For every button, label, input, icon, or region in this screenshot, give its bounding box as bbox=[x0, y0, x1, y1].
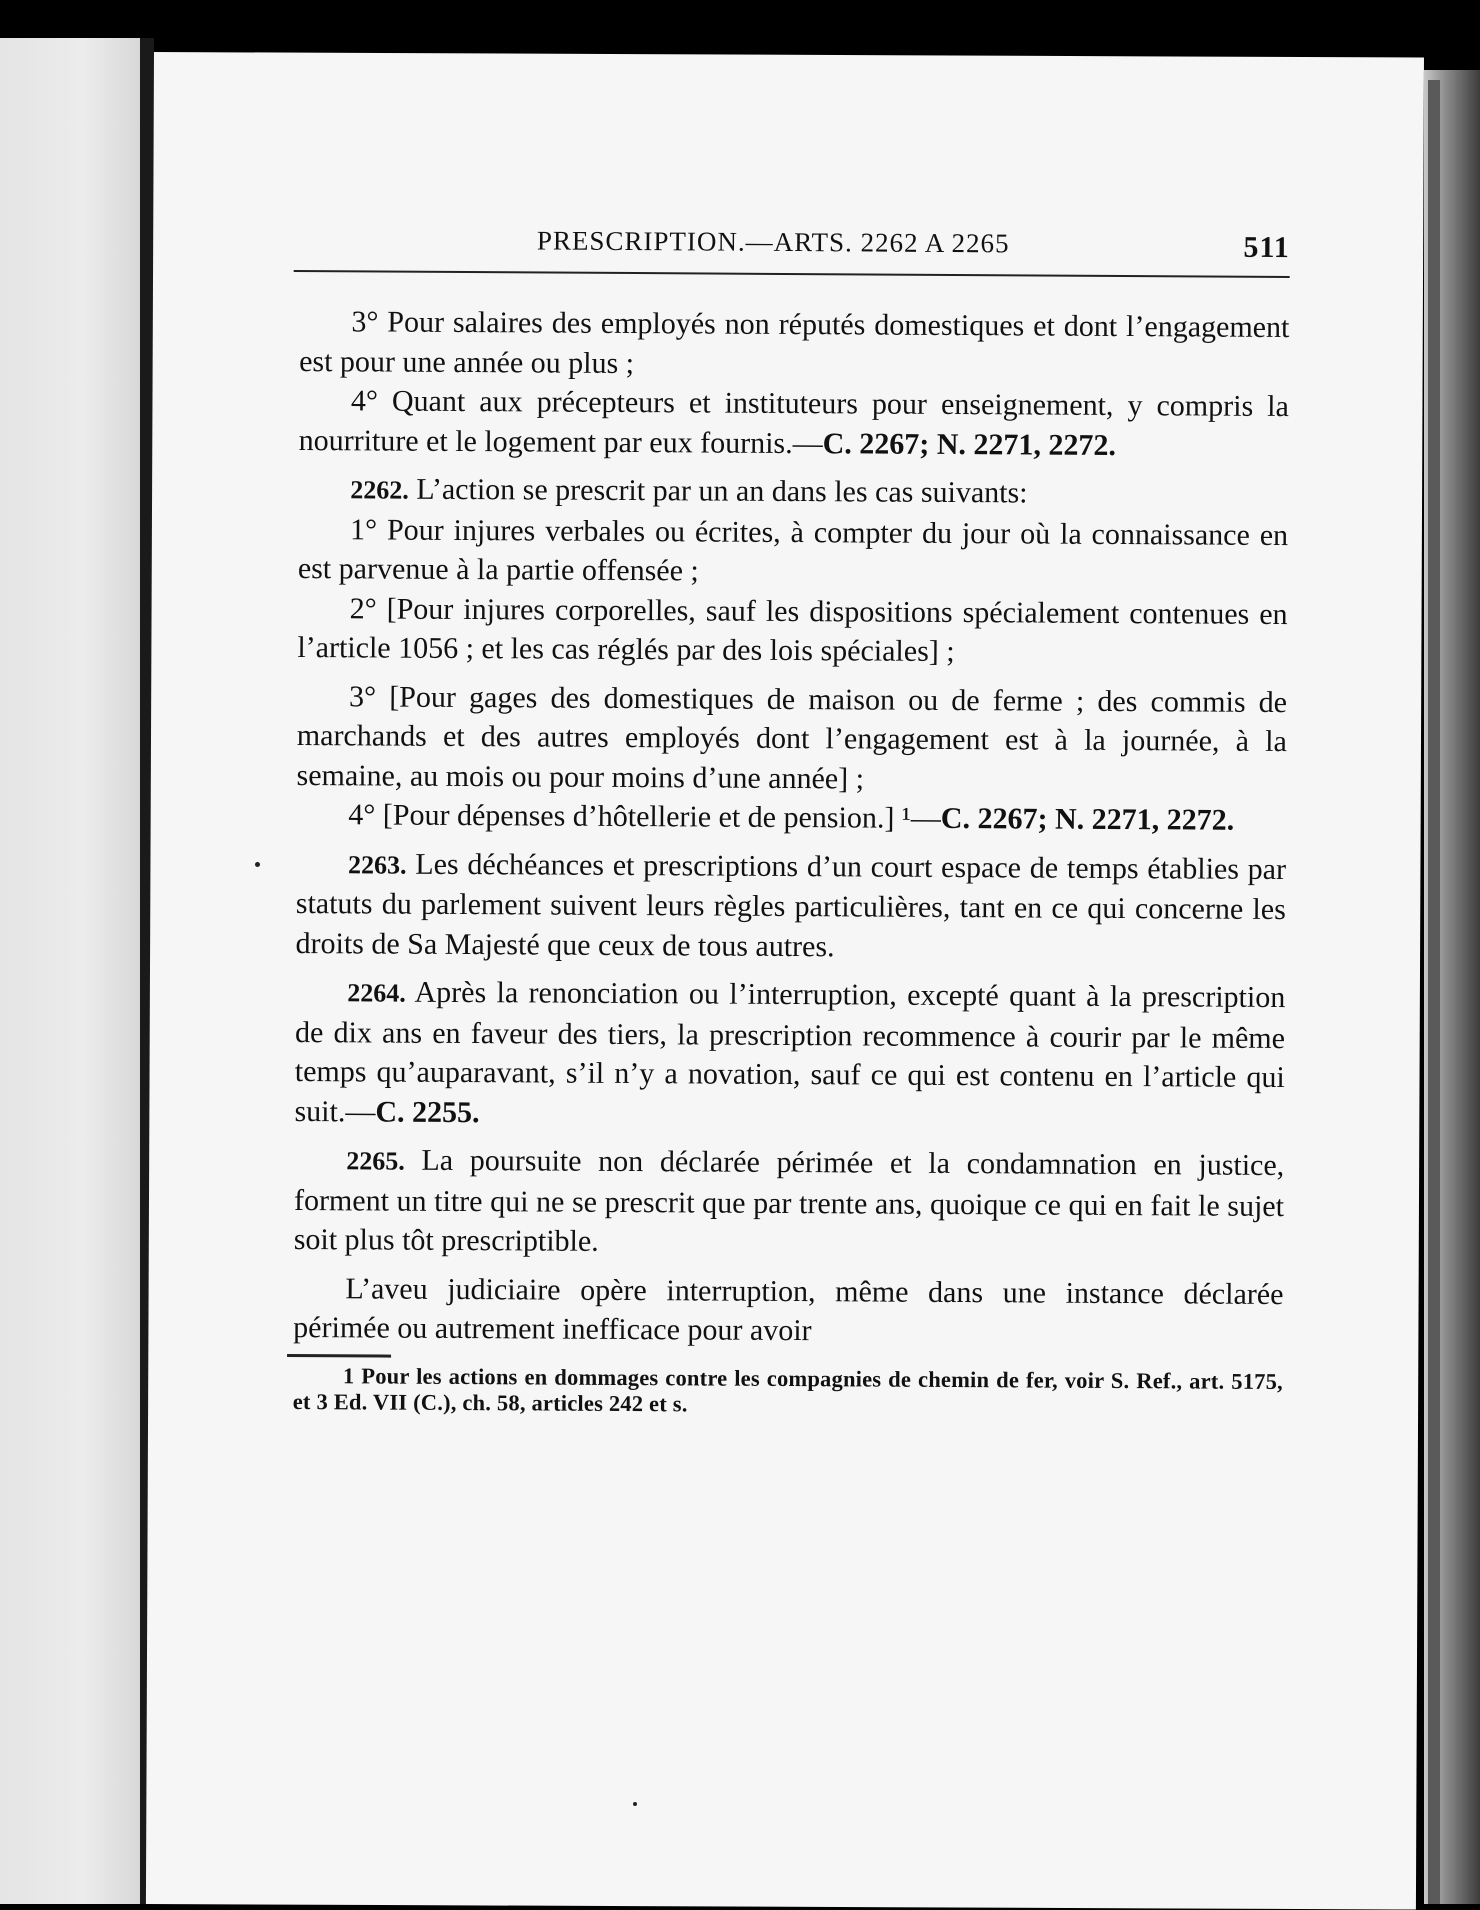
article-text: Les déchéances et prescriptions d’un court espace de temps établies par statuts du parlement suivent leurs règles particulières, tant en ce qui concerne les droits de Sa Majesté que ceux de tous autres. bbox=[295, 847, 1287, 963]
text-column bbox=[293, 220, 1290, 1421]
cross-reference: C. 2267; N. 2271, 2272. bbox=[822, 426, 1117, 462]
footnote-rule bbox=[287, 1353, 391, 1357]
article-text: L’action se prescrit par un an dans les cas suivants: bbox=[416, 472, 1028, 510]
article-number: 2265. bbox=[346, 1146, 405, 1176]
list-item: 3° Pour salaires des employés non réputés domestiques et dont l’engagement est pour une année ou plus ; bbox=[299, 305, 1290, 380]
list-item: 2° [Pour injures corporelles, sauf les dispositions spécialement contenues en l’article 1056 ; et les cas réglés par des lois spéciales] ; bbox=[297, 591, 1288, 669]
header-rule bbox=[294, 270, 1290, 278]
article-2264 bbox=[294, 972, 1285, 1137]
article-text: Après la renonciation ou l’interruption, excepté quant à la prescription de dix ans en faveur des tiers, la prescription recommence à courir par le même temps qu’auparavant, s’il n’y a novation, sauf ce qui est contenu en l’article qui suit.— bbox=[294, 975, 1286, 1128]
page-stack-shadow bbox=[1428, 80, 1440, 1904]
scan-speck bbox=[633, 1802, 637, 1806]
cross-reference: C. 2255. bbox=[375, 1094, 480, 1129]
article-number: 2264. bbox=[347, 978, 406, 1008]
page-header bbox=[300, 220, 1290, 270]
footnote: 1 Pour les actions en dommages contre les compagnies de chemin de fer, voir S. Ref., art. 5175, et 3 Ed. VII (C.), ch. 58, articles 242 et s. bbox=[292, 1362, 1284, 1416]
list-item: 1° Pour injures verbales ou écrites, à compter du jour où la connaissance en est parvenue à la partie offensée ; bbox=[297, 512, 1289, 588]
scan-speck bbox=[255, 862, 260, 867]
article-2265 bbox=[294, 1140, 1285, 1266]
article-text: La poursuite non déclarée périmée et la condamnation en justice, forment un titre qui ne se prescrit que par trente ans, quoique ce qui en fait le sujet soit plus tôt prescriptible. bbox=[293, 1143, 1285, 1258]
cross-reference: C. 2267; N. 2271, 2272. bbox=[940, 801, 1235, 837]
running-head: PRESCRIPTION.—ARTS. 2262 A 2265 bbox=[536, 225, 1010, 259]
article-number: 2263. bbox=[347, 849, 407, 880]
article-2262 bbox=[298, 469, 1288, 516]
article-2263 bbox=[295, 843, 1286, 969]
page-number: 511 bbox=[1243, 230, 1290, 265]
list-item: 3° [Pour gages des domestiques de maison ou de ferme ; des commis de marchands et des autres employés dont l’engagement est à la journée, à la semaine, au mois ou pour moins d’une année] ; bbox=[296, 679, 1288, 795]
facing-page-edge bbox=[0, 38, 140, 1904]
list-item bbox=[299, 381, 1289, 466]
item-text: 4° Quant aux précepteurs et instituteurs pour enseignement, y compris la nourriture et le logement par eux fournis.— bbox=[298, 384, 1289, 460]
item-text: 4° [Pour dépenses d’hôtellerie et de pension.] ¹— bbox=[348, 798, 941, 835]
list-item bbox=[296, 795, 1286, 841]
paragraph: L’aveu judiciaire opère interruption, même dans une instance déclarée périmée ou autrement inefficace pour avoir bbox=[293, 1271, 1284, 1348]
article-number: 2262. bbox=[350, 475, 409, 505]
